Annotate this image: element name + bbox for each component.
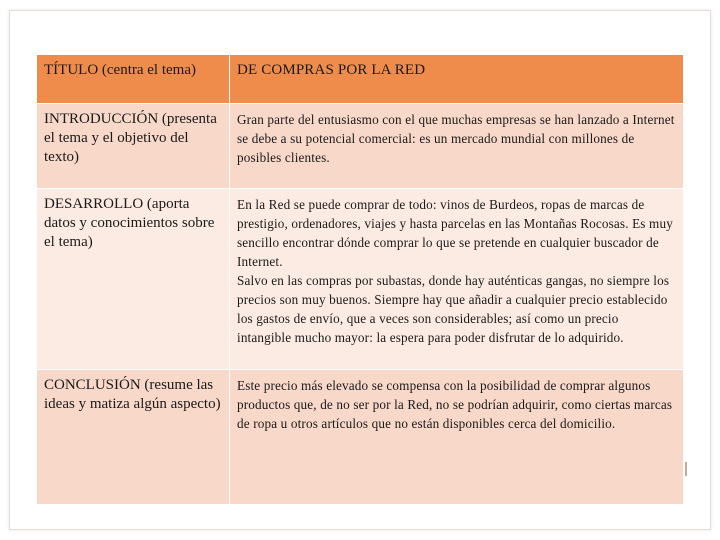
row-content-development: [230, 189, 684, 370]
table-row-title: [37, 55, 684, 104]
row-label-development: DESARROLLO (aporta datos y conocimientos sobre el tema): [37, 189, 230, 370]
row-content-title: [230, 55, 684, 104]
row-label-conclusion: CONCLUSIÓN (resume las ideas y matiza algún aspecto): [37, 370, 230, 505]
row-label-title: TÍTULO (centra el tema): [37, 55, 230, 104]
row-content-introduction: [230, 104, 684, 189]
content-paragraph: DE COMPRAS POR LA RED: [237, 62, 426, 78]
row-content-conclusion: [230, 370, 684, 505]
content-paragraph: Gran parte del entusiasmo con el que muchas empresas se han lanzado a Internet se debe a su potencial comercial: es un mercado mundial con millones de posibles clientes.: [237, 112, 675, 165]
table-row-conclusion: [37, 370, 684, 505]
row-label-introduction: INTRODUCCIÓN (presenta el tema y el objetivo del texto): [37, 104, 230, 189]
content-paragraph: En la Red se puede comprar de todo: vinos de Burdeos, ropas de marcas de prestigio, ordenadores, viajes y hasta parcelas en las Montañas Rocosas. Es muy sencillo encontrar dónde comprar lo que se pretende en cualquier buscador de Internet.: [237, 197, 673, 269]
content-paragraph: Este precio más elevado se compensa con la posibilidad de comprar algunos productos que, de no ser por la Red, no se podrían adquirir, como ciertas marcas de ropa u otros artículos que no están disponibles cerca del domicilio.: [237, 378, 673, 431]
text-structure-table: [36, 54, 684, 505]
content-paragraph: Salvo en las compras por subastas, donde hay auténticas gangas, no siempre los precios son muy buenos. Siempre hay que añadir a cualquier precio establecido los gastos de envío, que a veces son considerables; así como un precio intangible mucho mayor: la espera para poder disfrutar de lo adquirido.: [237, 273, 670, 345]
side-marker: [685, 462, 687, 476]
table-row-development: [37, 189, 684, 370]
table-row-introduction: [37, 104, 684, 189]
